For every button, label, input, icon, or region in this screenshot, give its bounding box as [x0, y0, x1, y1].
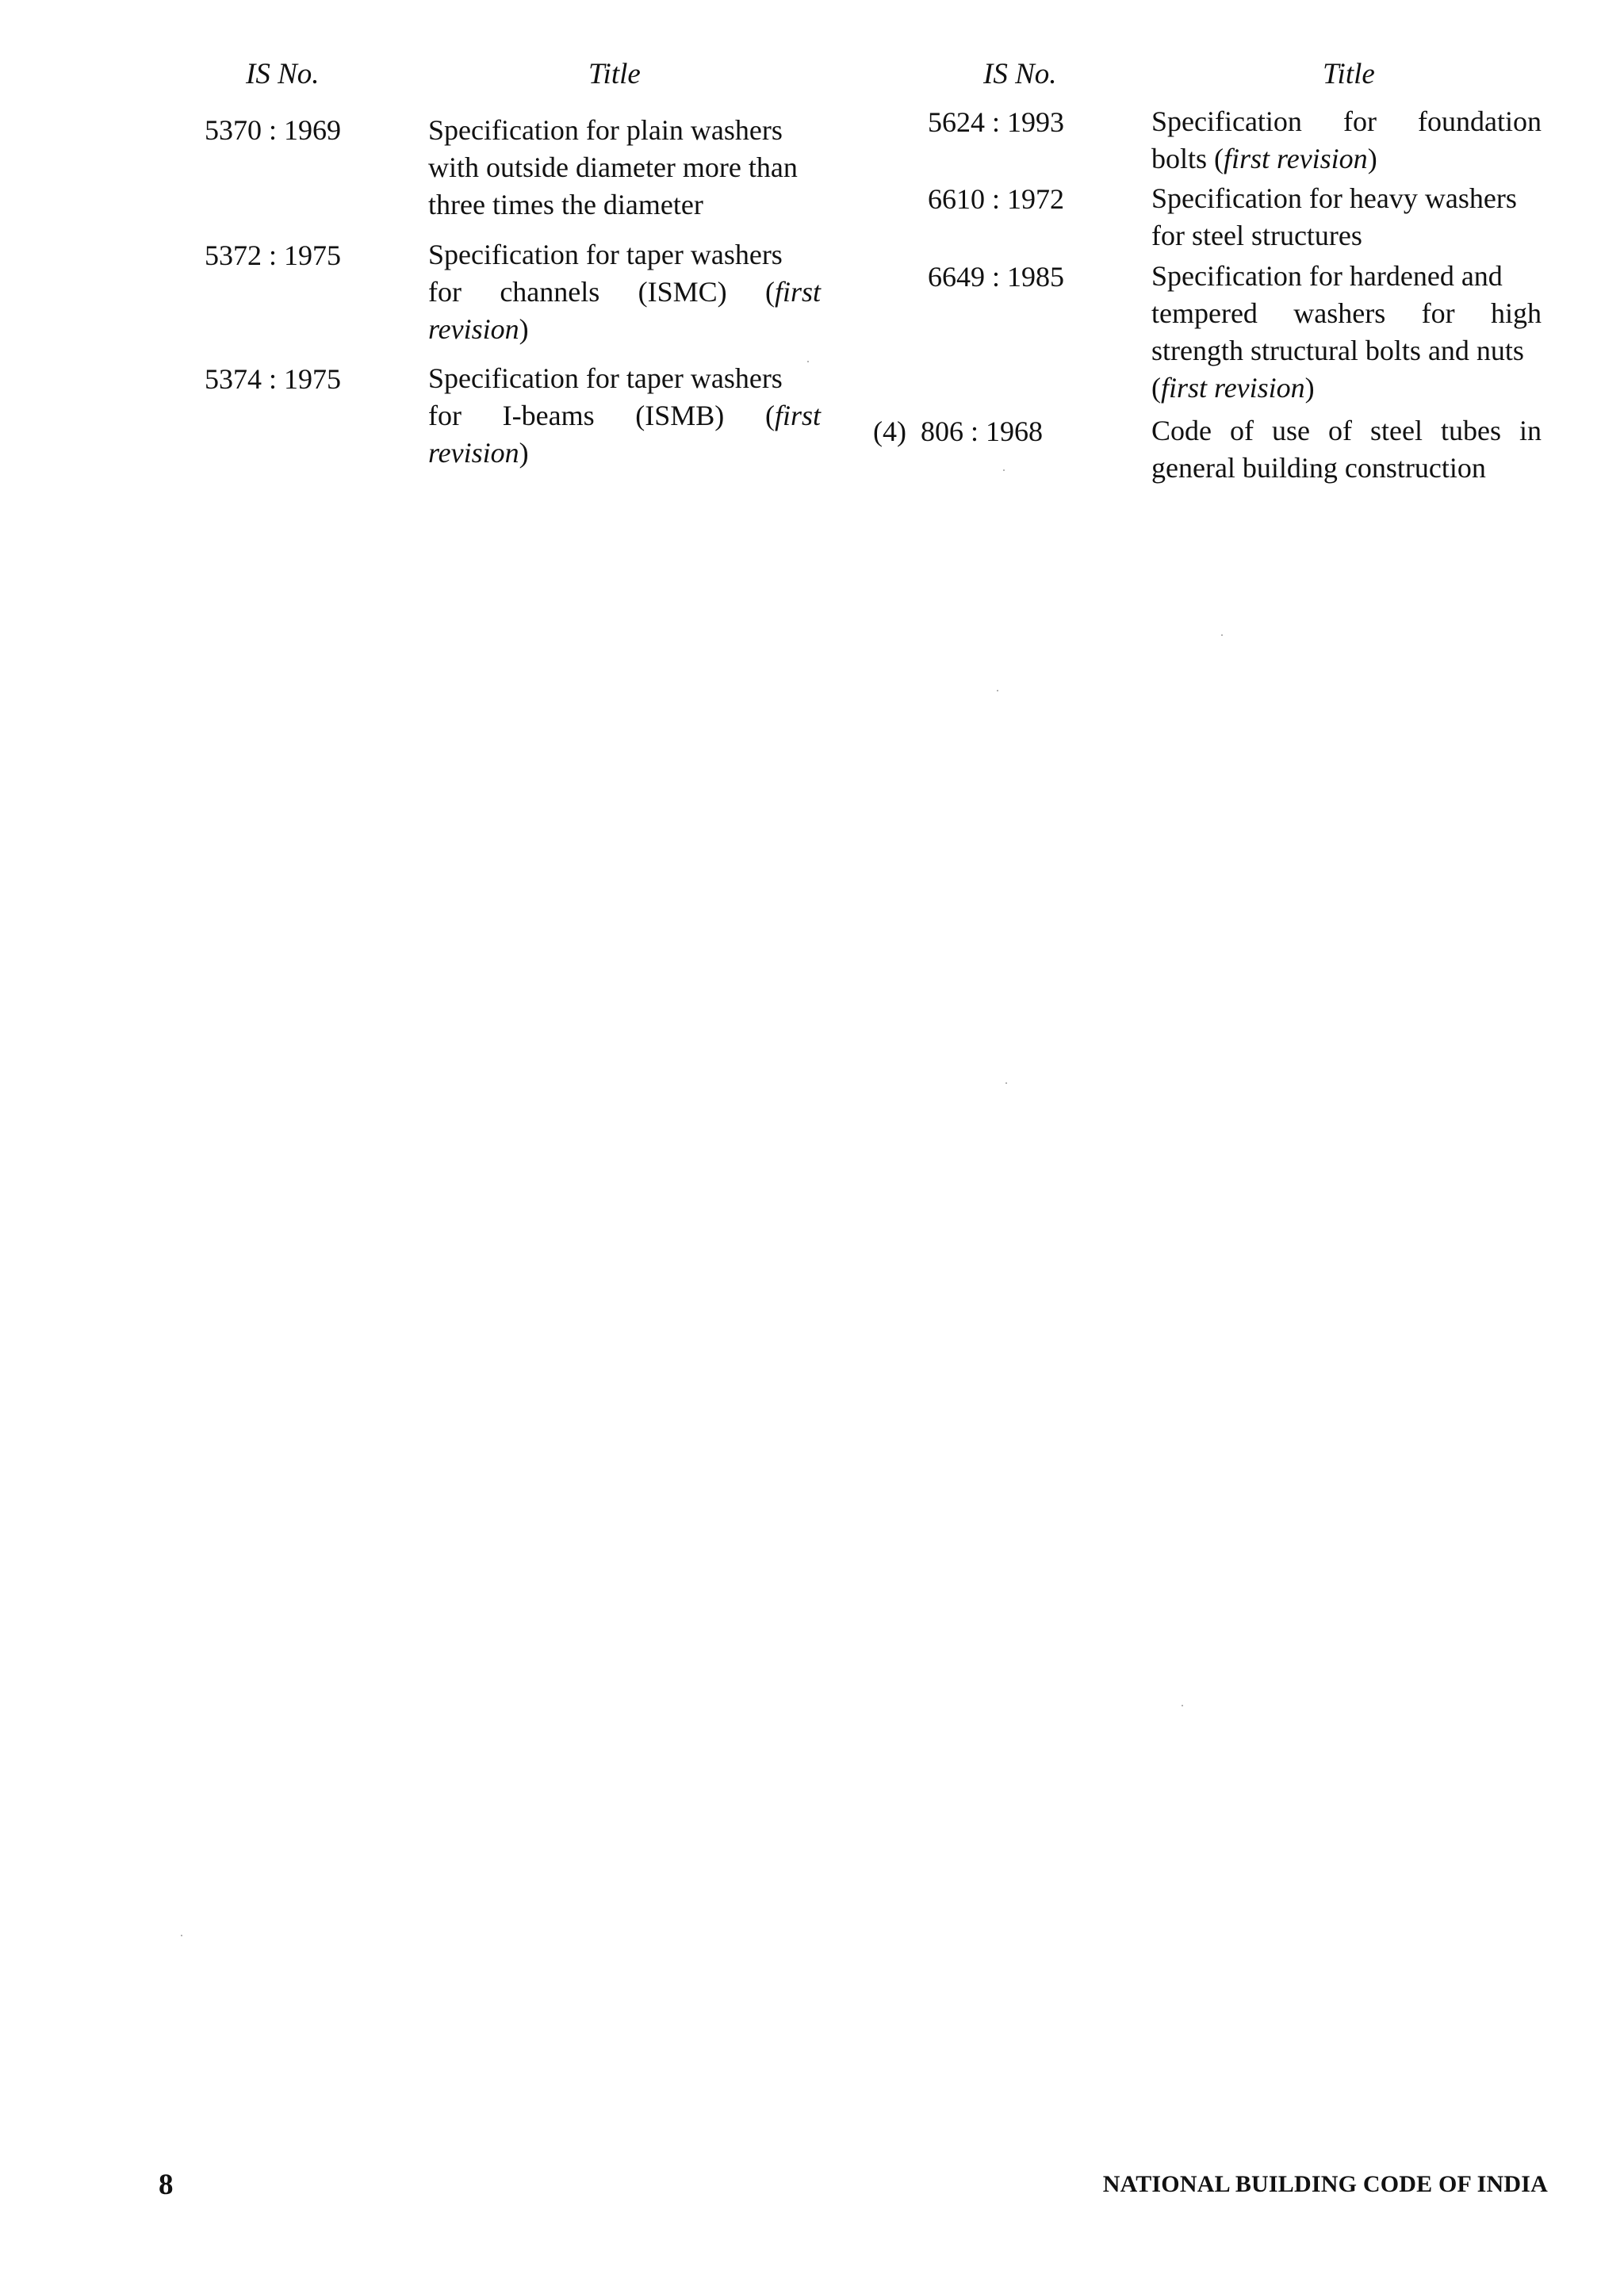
left-title-header: Title: [588, 58, 641, 90]
title-text: for channels (ISMC) (: [428, 276, 775, 308]
is-number: 6610 : 1972: [928, 183, 1065, 215]
standard-title: [1151, 103, 1542, 178]
is-number: 5370 : 1969: [205, 114, 342, 146]
scan-speck: [1182, 1705, 1183, 1706]
italic-text: first revision: [1224, 143, 1368, 174]
scan-speck: [997, 690, 998, 691]
title-line: [1151, 450, 1542, 487]
title-line: [428, 149, 821, 186]
title-line: [1151, 140, 1542, 178]
title-text: ): [1367, 143, 1377, 174]
scan-speck: [1005, 1082, 1007, 1084]
scan-speck: [181, 1935, 182, 1936]
italic-text: first revision: [1161, 372, 1305, 404]
title-text: ): [519, 313, 529, 345]
title-line: [1151, 370, 1542, 407]
title-text: Specification for heavy washers: [1151, 182, 1517, 214]
page-number: 8: [159, 2169, 174, 2201]
title-text: with outside diameter more than: [428, 151, 798, 183]
title-line: [428, 311, 821, 348]
title-text: three times the diameter: [428, 189, 703, 220]
is-number: 6649 : 1985: [928, 261, 1065, 293]
title-text: tempered washers for high: [1151, 297, 1542, 329]
scan-speck: [807, 361, 809, 362]
title-line: [428, 274, 821, 311]
title-line: [428, 236, 821, 274]
title-text: Specification for foundation: [1151, 105, 1542, 137]
title-text: strength structural bolts and nuts: [1151, 335, 1524, 366]
scan-speck: [1003, 469, 1005, 471]
is-number: 5372 : 1975: [205, 239, 342, 271]
standard-title: [428, 360, 821, 472]
italic-text: revision: [428, 313, 519, 345]
title-line: [1151, 258, 1542, 295]
title-line: [1151, 332, 1542, 370]
standard-title: [1151, 412, 1542, 487]
title-line: [428, 360, 821, 397]
title-line: [1151, 180, 1542, 217]
title-text: ): [519, 437, 529, 469]
is-number: (4) 806 : 1968: [873, 415, 1043, 447]
italic-text: first: [774, 400, 821, 431]
is-number: 5624 : 1993: [928, 106, 1065, 138]
title-text: for steel structures: [1151, 220, 1362, 251]
is-number: 5374 : 1975: [205, 363, 342, 395]
title-text: bolts (: [1151, 143, 1224, 174]
standard-title: [1151, 180, 1542, 255]
italic-text: first: [774, 276, 821, 308]
right-title-header: Title: [1323, 58, 1375, 90]
standard-title: [428, 112, 821, 224]
running-footer-title: NATIONAL BUILDING CODE OF INDIA: [1102, 2171, 1548, 2197]
scan-speck: [1221, 634, 1223, 636]
title-text: Code of use of steel tubes in: [1151, 415, 1542, 446]
standard-title: [1151, 258, 1542, 407]
left-isno-header: IS No.: [246, 58, 320, 90]
title-line: [428, 397, 821, 435]
title-text: general building construction: [1151, 452, 1486, 484]
title-text: Specification for taper washers: [428, 362, 783, 394]
right-isno-header: IS No.: [983, 58, 1057, 90]
title-line: [1151, 412, 1542, 450]
title-line: [428, 435, 821, 472]
title-text: for I-beams (ISMB) (: [428, 400, 775, 431]
italic-text: revision: [428, 437, 519, 469]
standard-title: [428, 236, 821, 348]
title-text: Specification for taper washers: [428, 239, 783, 270]
title-text: Specification for plain washers: [428, 114, 783, 146]
title-line: [1151, 295, 1542, 332]
title-line: [1151, 103, 1542, 140]
title-line: [428, 186, 821, 224]
title-text: Specification for hardened and: [1151, 260, 1503, 292]
title-line: [1151, 217, 1542, 255]
title-text: ): [1304, 372, 1315, 404]
title-text: (: [1151, 372, 1161, 404]
title-line: [428, 112, 821, 149]
